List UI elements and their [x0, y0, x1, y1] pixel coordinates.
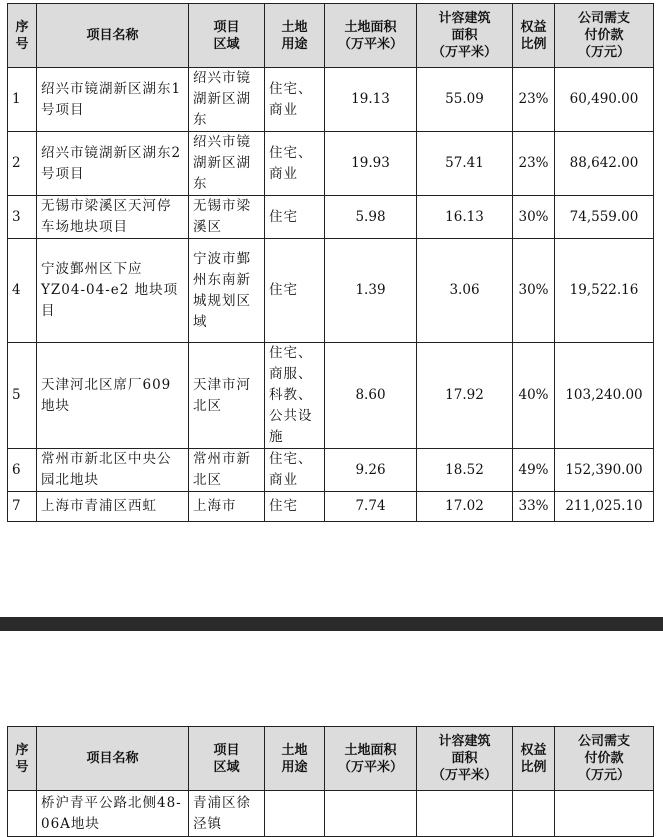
cell-price: [555, 791, 654, 837]
cell-region: 天津市河北区: [189, 343, 265, 449]
table-row: [8, 196, 654, 239]
header-region: 项目 区域: [189, 727, 265, 791]
cell-name: 绍兴市镜湖新区湖东2号项目: [37, 132, 189, 196]
table-row: [8, 239, 654, 343]
header-ratio: 权益 比例: [513, 4, 555, 68]
table-row: [8, 132, 654, 196]
header-seq: 序 号: [8, 727, 37, 791]
cell-ratio: 23%: [513, 68, 555, 132]
table-header-row: [8, 727, 654, 791]
header-price: 公司需支 付价款 （万元）: [555, 4, 654, 68]
cell-use: 住宅、商业: [265, 68, 325, 132]
cell-region: 绍兴市镜湖新区湖东: [189, 132, 265, 196]
cell-region: 常州市新北区: [189, 449, 265, 492]
cell-price: 152,390.00: [555, 449, 654, 492]
project-table-page2: [7, 726, 654, 837]
cell-use: 住宅、商业: [265, 132, 325, 196]
table-row: [8, 343, 654, 449]
cell-name: 桥沪青平公路北侧48-06A地块: [37, 791, 189, 837]
cell-region: 青浦区徐泾镇: [189, 791, 265, 837]
header-name: 项目名称: [37, 4, 189, 68]
cell-price: 60,490.00: [555, 68, 654, 132]
header-gfa: 计容建筑 面积 （万平米）: [417, 727, 513, 791]
project-table-page1: [7, 3, 654, 522]
cell-gfa: 18.52: [417, 449, 513, 492]
cell-use: [265, 791, 325, 837]
header-gfa: 计容建筑 面积 （万平米）: [417, 4, 513, 68]
cell-ratio: 23%: [513, 132, 555, 196]
cell-use: 住宅: [265, 196, 325, 239]
cell-price: 103,240.00: [555, 343, 654, 449]
header-name: 项目名称: [37, 727, 189, 791]
cell-region: 宁波市鄞州东南新城规划区域: [189, 239, 265, 343]
cell-seq: 3: [8, 196, 37, 239]
cell-gfa: 17.92: [417, 343, 513, 449]
header-ratio: 权益 比例: [513, 727, 555, 791]
cell-price: 74,559.00: [555, 196, 654, 239]
header-use: 土地 用途: [265, 4, 325, 68]
table-header-row: [8, 4, 654, 68]
table-row: [8, 791, 654, 837]
cell-area: 8.60: [325, 343, 417, 449]
table-row: [8, 492, 654, 522]
cell-area: 5.98: [325, 196, 417, 239]
cell-use: 住宅、商服、科教、公共设施: [265, 343, 325, 449]
cell-area: 7.74: [325, 492, 417, 522]
cell-ratio: 30%: [513, 196, 555, 239]
header-use: 土地 用途: [265, 727, 325, 791]
cell-name: 绍兴市镜湖新区湖东1号项目: [37, 68, 189, 132]
header-price: 公司需支 付价款 （万元）: [555, 727, 654, 791]
cell-name: 无锡市梁溪区天河停车场地块项目: [37, 196, 189, 239]
cell-use: 住宅: [265, 239, 325, 343]
cell-gfa: 57.41: [417, 132, 513, 196]
cell-area: [325, 791, 417, 837]
header-area: 土地面积 （万平米）: [325, 4, 417, 68]
cell-seq: 1: [8, 68, 37, 132]
header-area: 土地面积 （万平米）: [325, 727, 417, 791]
cell-seq: 7: [8, 492, 37, 522]
header-region: 项目 区域: [189, 4, 265, 68]
cell-gfa: 3.06: [417, 239, 513, 343]
cell-ratio: [513, 791, 555, 837]
cell-region: 绍兴市镜湖新区湖东: [189, 68, 265, 132]
cell-price: 88,642.00: [555, 132, 654, 196]
cell-gfa: 16.13: [417, 196, 513, 239]
table-row: [8, 449, 654, 492]
cell-seq: [8, 791, 37, 837]
cell-ratio: 40%: [513, 343, 555, 449]
cell-gfa: 17.02: [417, 492, 513, 522]
cell-ratio: 33%: [513, 492, 555, 522]
cell-use: 住宅、商业: [265, 449, 325, 492]
cell-name: 天津河北区席厂609地块: [37, 343, 189, 449]
header-seq: 序 号: [8, 4, 37, 68]
cell-name: 宁波鄞州区下应YZ04-04-e2 地块项目: [37, 239, 189, 343]
cell-ratio: 49%: [513, 449, 555, 492]
cell-area: 1.39: [325, 239, 417, 343]
cell-price: 19,522.16: [555, 239, 654, 343]
cell-price: 211,025.10: [555, 492, 654, 522]
cell-seq: 6: [8, 449, 37, 492]
cell-use: 住宅: [265, 492, 325, 522]
cell-gfa: [417, 791, 513, 837]
cell-seq: 2: [8, 132, 37, 196]
cell-name: 上海市青浦区西虹: [37, 492, 189, 522]
cell-region: 无锡市梁溪区: [189, 196, 265, 239]
cell-region: 上海市: [189, 492, 265, 522]
page-break-divider: [0, 617, 663, 631]
table-row: [8, 68, 654, 132]
cell-area: 19.93: [325, 132, 417, 196]
cell-area: 9.26: [325, 449, 417, 492]
cell-ratio: 30%: [513, 239, 555, 343]
cell-gfa: 55.09: [417, 68, 513, 132]
cell-name: 常州市新北区中央公园北地块: [37, 449, 189, 492]
cell-seq: 5: [8, 343, 37, 449]
cell-seq: 4: [8, 239, 37, 343]
cell-area: 19.13: [325, 68, 417, 132]
